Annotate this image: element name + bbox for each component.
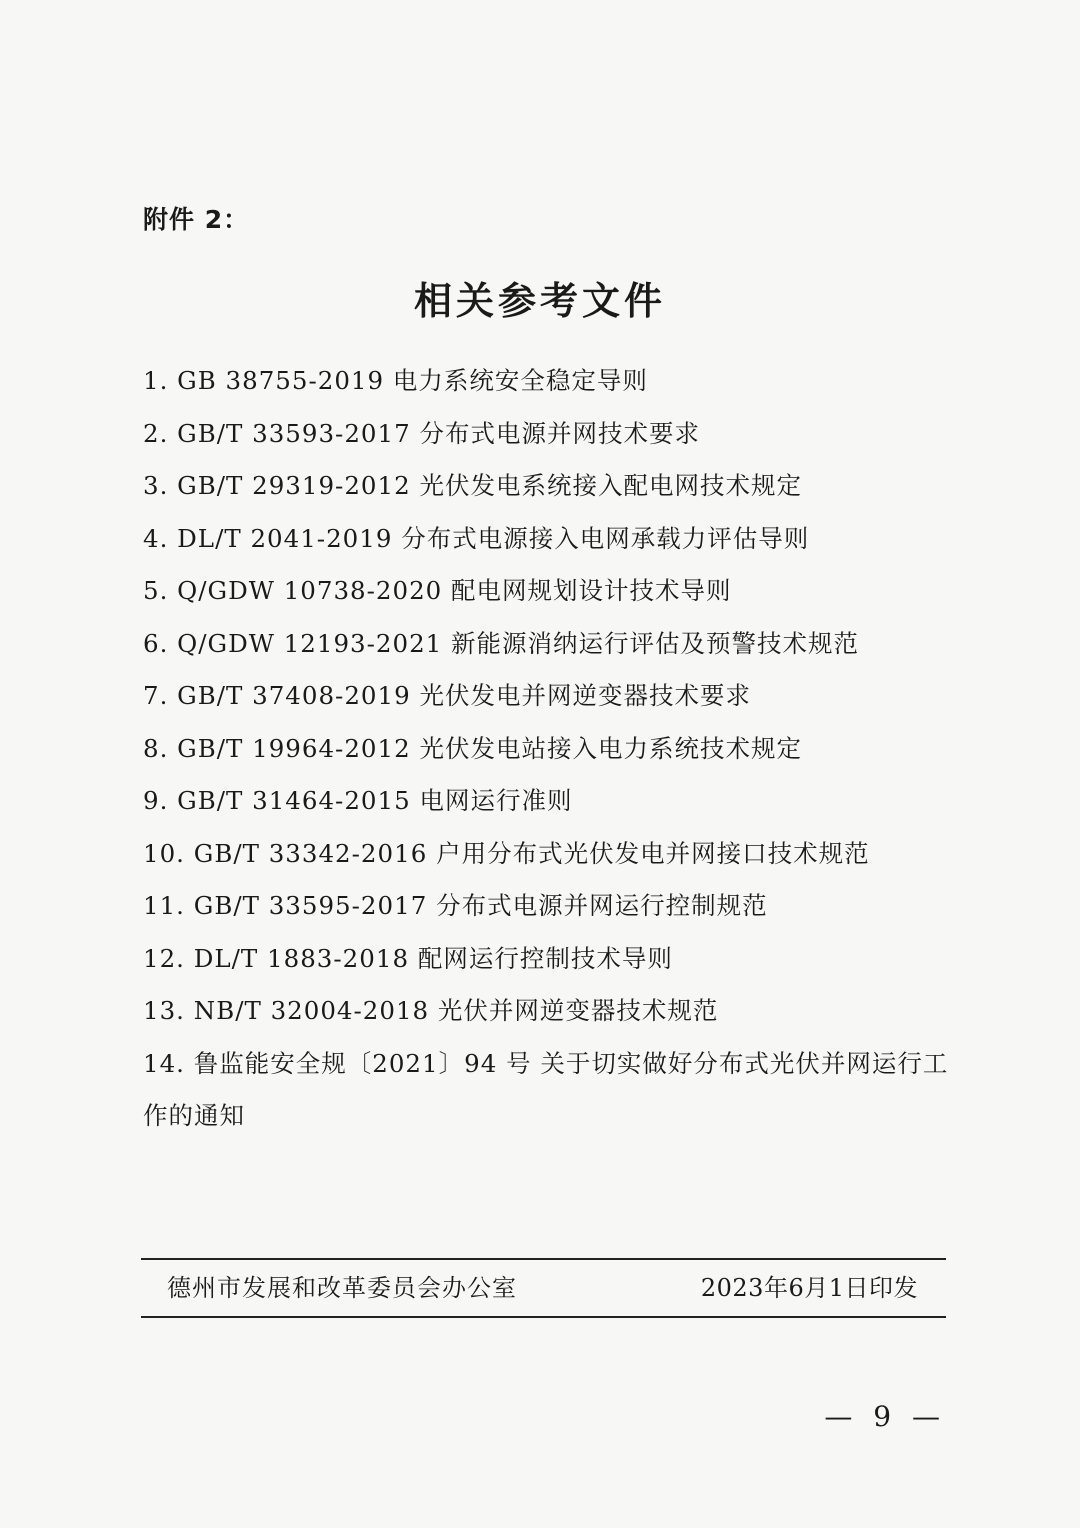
footer-date: 2023年6月1日印发 (700, 1274, 918, 1302)
reference-item: 13. NB/T 32004-2018 光伏并网逆变器技术规范 (143, 996, 719, 1025)
reference-item: 2. GB/T 33593-2017 分布式电源并网技术要求 (143, 418, 700, 448)
document-title: 相关参考文件 (413, 279, 666, 323)
footer-rule-top (141, 1258, 946, 1260)
reference-item: 8. GB/T 19964-2012 光伏发电站接入电力系统技术规定 (143, 733, 802, 763)
reference-list (143, 362, 953, 1142)
reference-item: 5. Q/GDW 10738-2020 配电网规划设计技术导则 (143, 576, 732, 605)
reference-item: 7. GB/T 37408-2019 光伏发电并网逆变器技术要求 (143, 681, 751, 710)
page-number: — 9 — (824, 1400, 946, 1433)
footer-issuer: 德州市发展和改革委员会办公室 (167, 1274, 517, 1302)
reference-item: 10. GB/T 33342-2016 户用分布式光伏发电并网接口技术规范 (143, 838, 870, 868)
reference-item: 1. GB 38755-2019 电力系统安全稳定导则 (143, 366, 648, 395)
reference-item: 6. Q/GDW 12193-2021 新能源消纳运行评估及预警技术规范 (143, 628, 860, 658)
reference-item: 9. GB/T 31464-2015 电网运行准则 (143, 786, 573, 815)
reference-item: 12. DL/T 1883-2018 配网运行控制技术导则 (143, 943, 673, 973)
reference-item: 11. GB/T 33595-2017 分布式电源并网运行控制规范 (143, 891, 768, 920)
reference-item: 14. 鲁监能安全规〔2021〕94 号 关于切实做好分布式光伏并网运行工作的通知 (143, 1048, 949, 1130)
footer-rule-bottom (141, 1316, 946, 1318)
reference-item: 4. DL/T 2041-2019 分布式电源接入电网承载力评估导则 (143, 523, 810, 553)
reference-item: 3. GB/T 29319-2012 光伏发电系统接入配电网技术规定 (143, 471, 802, 500)
attachment-label: 附件 2： (143, 205, 250, 234)
